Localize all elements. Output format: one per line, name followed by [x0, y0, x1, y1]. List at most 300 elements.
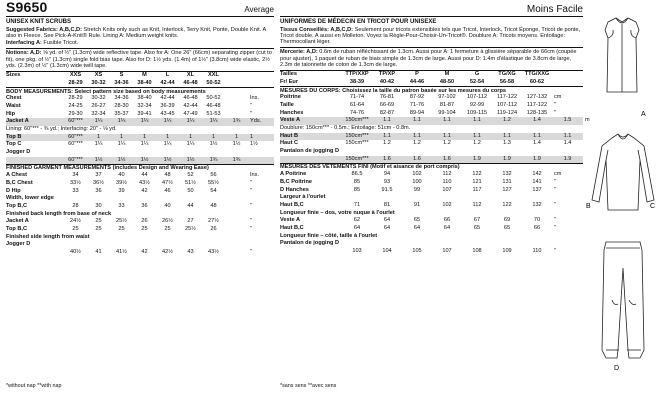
- table-cell: 71: [353, 201, 361, 208]
- table-cell: 42: [141, 187, 148, 194]
- table-cell: TG/XG: [498, 71, 516, 78]
- label-b: B: [586, 203, 591, 210]
- table-cell: 55½: [208, 179, 219, 186]
- table-cell: 1.1: [432, 133, 462, 141]
- table-cell: 34-36: [114, 95, 129, 102]
- table-cell: [225, 249, 248, 257]
- table-cell: 40½: [70, 249, 81, 256]
- table-cell: 44: [187, 202, 194, 209]
- table-cell: ": [554, 224, 556, 231]
- table-cell: 119-124: [496, 109, 518, 116]
- table-cell: 54: [210, 187, 217, 194]
- table-cell: 66-69: [379, 101, 395, 108]
- table-cell: 91: [413, 201, 421, 208]
- table-cell: Ins.: [250, 172, 260, 179]
- table-cell: Sizes: [6, 72, 21, 79]
- table-cell: 112: [472, 201, 482, 208]
- table-cell: Hip: [6, 110, 16, 117]
- table-cell: 150cm***: [345, 140, 369, 147]
- table-cell: [225, 80, 248, 88]
- table-cell: 66: [533, 224, 541, 231]
- table-cell: 1.2: [413, 140, 421, 147]
- table-cell: 41½: [116, 249, 127, 256]
- table-cell: 76-81: [379, 94, 395, 101]
- garment-illustrations: [584, 0, 661, 419]
- table-cell: 1.9: [492, 156, 522, 164]
- table-cell: 61-64: [349, 101, 365, 108]
- measurement-row: [6, 180, 274, 188]
- table-cell: 1½: [179, 157, 202, 165]
- table-cell: 64: [353, 224, 361, 231]
- french-header: [280, 0, 583, 17]
- table-cell: 107-112: [496, 101, 518, 108]
- table-cell: 64: [443, 224, 451, 231]
- table-cell: [225, 218, 248, 226]
- table-cell: 117-122: [526, 101, 548, 108]
- nap-footnote-fr: *sans sens **avec sens: [280, 383, 337, 389]
- table-cell: Pantalon de jogging D: [280, 240, 340, 247]
- table-cell: 150cm***: [342, 156, 372, 164]
- finished-measurements-header-fr: [280, 163, 583, 171]
- table-cell: ": [250, 249, 252, 256]
- table-cell: 64: [383, 224, 391, 231]
- table-cell: Finished side length from waist: [6, 233, 90, 240]
- table-cell: 40: [118, 172, 125, 179]
- table-cell: 1¼: [202, 118, 225, 126]
- table-cell: 36: [95, 187, 102, 194]
- table-cell: 36: [141, 202, 148, 209]
- table-cell: cm: [554, 94, 562, 101]
- table-cell: Jogger D: [6, 241, 31, 248]
- table-cell: 25: [95, 218, 102, 225]
- table-cell: 110: [442, 178, 452, 185]
- table-cell: 66: [443, 217, 451, 224]
- table-cell: Hanches: [280, 109, 304, 116]
- table-cell: 86.5: [351, 171, 363, 178]
- table-cell: 42-44: [183, 102, 198, 109]
- table-cell: 107: [442, 248, 452, 255]
- table-cell: L: [165, 72, 170, 79]
- longueur-label: [280, 210, 583, 218]
- measurement-row: [280, 94, 583, 102]
- table-cell: 28-29: [68, 79, 83, 86]
- table-cell: 64: [383, 217, 391, 224]
- table-cell: 137: [532, 186, 542, 193]
- suggested-fabrics: Suggested Fabrics: A,B,C,D: Stretch Knits only such as Knit, Interlock, Terry Knit, Ponte, Double Knit. A also in Fleece. See Pick-A-Knit® Rule. Lining A: Medium weight knits.: [6, 26, 266, 39]
- table-cell: ": [250, 102, 252, 109]
- table-cell: 38-40: [137, 79, 152, 86]
- table-cell: [248, 157, 274, 165]
- table-cell: 43-45: [160, 110, 175, 117]
- cote-label: [280, 233, 583, 241]
- table-cell: 1: [87, 134, 110, 142]
- pantalon-label: [280, 148, 583, 156]
- table-cell: 33: [118, 202, 125, 209]
- measurement-row: [280, 179, 583, 187]
- table-cell: 99-104: [438, 109, 456, 116]
- table-cell: 1.1: [402, 117, 432, 125]
- english-column: [6, 0, 274, 419]
- table-cell: 42: [141, 249, 148, 256]
- table-cell: 94: [383, 171, 391, 178]
- table-cell: 1½: [209, 141, 218, 148]
- table-cell: [280, 156, 342, 164]
- table-cell: XS: [94, 72, 103, 79]
- table-cell: XXS: [69, 72, 82, 79]
- table-cell: Veste A: [280, 117, 342, 125]
- table-cell: [552, 71, 583, 79]
- table-cell: 112: [442, 171, 452, 178]
- table-cell: 1¼: [163, 141, 172, 148]
- table-cell: 28-30: [114, 102, 129, 109]
- table-cell: 102: [442, 201, 452, 208]
- table-cell: M: [444, 71, 450, 78]
- size-header-row: [6, 72, 274, 80]
- table-cell: 1½: [110, 157, 133, 165]
- yardage-row: [6, 141, 274, 149]
- table-cell: 127: [502, 186, 512, 193]
- table-cell: 34-36: [114, 79, 129, 86]
- table-cell: cm: [554, 171, 562, 178]
- table-cell: Top C: [6, 141, 22, 148]
- table-cell: 47-49: [183, 110, 198, 117]
- measurement-row: [6, 226, 274, 234]
- table-cell: [225, 95, 248, 103]
- table-cell: B,C Poitrine: [280, 178, 313, 185]
- table-cell: 27: [187, 218, 194, 225]
- table-cell: G: [474, 71, 480, 78]
- table-cell: 38-40: [137, 95, 152, 102]
- table-cell: 44: [141, 172, 148, 179]
- table-cell: 1.1: [372, 133, 402, 141]
- table-cell: 1.9: [462, 156, 492, 164]
- table-cell: Veste A: [280, 217, 301, 224]
- table-cell: 39: [118, 187, 125, 194]
- table-cell: 25: [72, 225, 79, 232]
- table-cell: 85: [353, 186, 361, 193]
- measurement-row: [280, 110, 583, 118]
- table-cell: 41: [95, 249, 102, 256]
- body-measurements-header-fr: [280, 87, 583, 95]
- table-cell: 81-87: [439, 101, 455, 108]
- table-cell: [225, 180, 248, 188]
- table-cell: ": [554, 178, 556, 185]
- table-cell: 46-48: [183, 95, 198, 102]
- table-cell: 1.4: [563, 140, 572, 147]
- table-cell: 71-76: [409, 101, 425, 108]
- table-cell: 1: [110, 134, 133, 142]
- pattern-title: UNISEX KNIT SCRUBS: [6, 19, 72, 25]
- table-cell: D Hanches: [280, 186, 309, 193]
- table-cell: Top B: [6, 134, 64, 142]
- divider: [280, 47, 583, 48]
- side-length-label: [6, 234, 274, 242]
- table-cell: [225, 103, 248, 111]
- measurement-row: [280, 202, 583, 210]
- back-length-label: [6, 211, 274, 219]
- table-cell: 43½: [139, 179, 150, 186]
- size-range-row: [280, 79, 583, 87]
- table-cell: ": [554, 109, 556, 116]
- table-cell: 24½: [70, 218, 81, 225]
- table-cell: 1.1: [462, 133, 492, 141]
- table-cell: [225, 172, 248, 180]
- label-a: A: [641, 111, 646, 118]
- table-cell: ": [554, 186, 556, 193]
- table-cell: 46-48: [206, 102, 221, 109]
- table-cell: 1¼: [117, 141, 126, 148]
- table-cell: Poitrine: [280, 94, 301, 101]
- table-cell: 64: [413, 224, 421, 231]
- table-cell: 1¼: [179, 118, 202, 126]
- english-size-table: [6, 72, 274, 257]
- table-cell: 42-44: [160, 79, 175, 86]
- table-cell: Jacket A: [6, 218, 29, 225]
- table-cell: 81: [383, 201, 391, 208]
- table-cell: 85: [353, 178, 361, 185]
- table-cell: 29-30: [68, 110, 83, 117]
- table-cell: 1.5: [552, 117, 583, 125]
- table-cell: 100: [412, 178, 422, 185]
- table-cell: BODY MEASUREMENTS: Select pattern size based on body measurements: [6, 88, 274, 96]
- table-cell: 44-46: [409, 78, 425, 85]
- table-cell: 1.6: [372, 156, 402, 164]
- table-cell: 24-25: [68, 102, 83, 109]
- measurement-row: [6, 203, 274, 211]
- table-cell: Largeur à l'ourlet: [280, 194, 326, 201]
- table-cell: 1: [202, 134, 225, 142]
- table-cell: 150cm***: [342, 117, 372, 125]
- table-cell: Jacket A: [6, 118, 64, 126]
- table-cell: 28: [72, 202, 79, 209]
- table-cell: 30: [95, 202, 102, 209]
- table-cell: 1.1: [402, 133, 432, 141]
- label-d: D: [614, 365, 620, 372]
- table-cell: 46: [164, 187, 171, 194]
- table-cell: 62: [353, 217, 361, 224]
- table-cell: 32-34: [137, 102, 152, 109]
- table-cell: 1¼: [140, 141, 149, 148]
- table-cell: 42½: [162, 249, 173, 256]
- table-cell: Longueur finie – côté, taille à l'ourlet: [280, 232, 378, 239]
- table-cell: 52-54: [469, 78, 485, 85]
- table-cell: 51½: [185, 179, 196, 186]
- table-cell: Jogger D: [6, 149, 31, 156]
- label-c: C: [650, 203, 656, 210]
- table-cell: 1¼: [94, 141, 103, 148]
- table-cell: M: [142, 72, 147, 79]
- table-cell: B,C Chest: [6, 179, 33, 186]
- table-cell: [248, 72, 274, 80]
- table-cell: 27½: [208, 218, 219, 225]
- table-cell: 25½: [116, 218, 127, 225]
- table-cell: 82-87: [379, 109, 395, 116]
- yardage-row: [6, 157, 274, 165]
- table-cell: 69: [503, 217, 511, 224]
- table-cell: Finished back length from base of neck: [6, 210, 112, 217]
- pattern-title-fr: UNIFORMES DE MÉDECIN EN TRICOT POUR UNISEXE: [280, 19, 437, 25]
- table-cell: 132: [532, 201, 542, 208]
- fabrics-fr: Tissus Conseillés: A,B,C,D: Seulement pour tricots extensibles tels que Tricot, Interlock, Tricot Éponge, Tricot de ponte, Tricot double. A aussi en Molleton. Voyez la Règle-Pour-Choisir-Un-Tricot®. Doublure A: Tricots moyens. Entoilage: Thermocollant léger.: [280, 26, 581, 46]
- table-cell: 60"***: [64, 157, 87, 165]
- table-cell: 40: [164, 202, 171, 209]
- table-cell: [280, 248, 342, 256]
- table-cell: 1½: [156, 157, 179, 165]
- table-cell: Width, lower edge: [6, 195, 54, 202]
- table-cell: 109-115: [466, 109, 488, 116]
- table-cell: 99: [413, 186, 421, 193]
- interfacing-note: Interfacing A: Fusible Tricot.: [6, 40, 79, 47]
- table-cell: 26½: [162, 218, 173, 225]
- table-cell: 122: [472, 171, 482, 178]
- jogger-d-drawing: [602, 242, 644, 358]
- table-cell: 50: [187, 187, 194, 194]
- table-cell: TTG/XXG: [524, 71, 550, 78]
- table-cell: Haut B,C: [280, 201, 304, 208]
- table-cell: 50-52: [206, 79, 221, 86]
- table-cell: 1: [248, 134, 274, 142]
- finished-measurements-header: [6, 164, 274, 172]
- table-cell: 28-29: [68, 95, 83, 102]
- table-cell: 26: [210, 225, 217, 232]
- table-cell: Haut B,C: [280, 224, 304, 231]
- table-cell: [552, 79, 583, 87]
- table-cell: ": [554, 201, 556, 208]
- body-measurements-header: [6, 88, 274, 96]
- table-cell: Longueur finie – dos, votre nuque à l'ourlet: [280, 209, 395, 216]
- table-cell: 107-112: [466, 94, 488, 101]
- table-cell: MESURES DU CORPS: Choisissez la taille du patron basée sur les mesures du corps: [280, 87, 583, 95]
- table-cell: 1½: [232, 141, 241, 148]
- table-cell: 150cm***: [342, 133, 372, 141]
- table-cell: 67: [473, 217, 481, 224]
- table-cell: Ins.: [250, 95, 260, 102]
- table-cell: 60"***: [64, 134, 87, 142]
- yardage-row: Veste A 150cm*** 1.1 1.1 1.1 1.1 1.2 1.4 1.5 m: [280, 117, 590, 124]
- table-cell: 25: [164, 225, 171, 232]
- table-cell: 1.1: [492, 133, 522, 141]
- table-cell: 38-39: [349, 78, 365, 85]
- table-cell: 1¼: [156, 118, 179, 126]
- yardage-row: [6, 118, 274, 126]
- table-cell: [225, 203, 248, 211]
- table-cell: FINISHED GARMENT MEASUREMENTS (includes Design and Wearing Ease): [6, 164, 274, 172]
- table-cell: ": [250, 187, 252, 194]
- table-cell: 1.2: [492, 117, 522, 125]
- table-cell: Tailles: [280, 71, 297, 78]
- table-cell: 65: [503, 224, 511, 231]
- pattern-code: S9650: [6, 0, 48, 16]
- table-cell: 40-42: [379, 78, 395, 85]
- table-cell: 132: [502, 171, 512, 178]
- table-cell: Haut C: [280, 140, 299, 147]
- table-cell: 48: [164, 172, 171, 179]
- table-cell: 25: [118, 225, 125, 232]
- table-cell: 1.1: [432, 117, 462, 125]
- table-cell: 117-122: [496, 94, 518, 101]
- table-cell: XXL: [208, 72, 219, 79]
- table-cell: ": [250, 179, 252, 186]
- table-cell: 1.1: [552, 133, 583, 141]
- table-cell: Yds.: [248, 118, 274, 126]
- table-cell: 51-53: [206, 110, 221, 117]
- table-cell: MESURES DES VÊTEMENTS FINI (Motif et aisance de port compris): [280, 163, 583, 171]
- table-cell: 33½: [70, 179, 81, 186]
- table-cell: Taille: [280, 101, 294, 108]
- table-cell: [225, 72, 248, 80]
- measurement-row: [280, 217, 583, 225]
- table-cell: 1.3: [503, 140, 511, 147]
- table-cell: 1.9: [522, 156, 552, 164]
- table-cell: XL: [186, 72, 195, 79]
- table-cell: 110: [532, 248, 542, 255]
- table-cell: 50-52: [206, 95, 221, 102]
- table-cell: 25: [95, 225, 102, 232]
- measurement-row: [6, 218, 274, 226]
- english-header: [6, 0, 274, 17]
- table-cell: 1.6: [432, 156, 462, 164]
- notions-fr: Mercerie: A,D: 0.6m de ruban réfléchissant de 1.3cm. Aussi pour A: 1 fermeture à glissière séparable de 66cm (coupée pour ajuster), 1 paquet de ruban de biais simple de 1.3cm de large. Aussi pour D: 1.4m d'élastique de 3.8cm de large, 2.3m de talonnette de coton de 1.3cm de large.: [280, 49, 577, 68]
- table-cell: 43½: [208, 249, 219, 256]
- measurement-row: [280, 102, 583, 110]
- table-cell: 131: [502, 178, 512, 185]
- difficulty-level-fr: Moins Facile: [526, 3, 583, 15]
- table-cell: 1.1: [462, 117, 492, 125]
- table-cell: 30-32: [91, 79, 106, 86]
- table-cell: [225, 111, 248, 119]
- table-cell: 47½: [162, 179, 173, 186]
- measurement-row: [6, 95, 274, 103]
- table-cell: 1.2: [443, 140, 451, 147]
- table-cell: 25: [141, 225, 148, 232]
- table-cell: 30-32: [91, 95, 106, 102]
- table-cell: Haut B: [280, 133, 342, 141]
- table-cell: Top B,C: [6, 225, 28, 232]
- table-cell: 89-94: [409, 109, 425, 116]
- measurement-row: [6, 103, 274, 111]
- table-cell: ": [250, 218, 252, 225]
- table-cell: Chest: [6, 95, 22, 102]
- table-cell: Top B,C: [6, 202, 28, 209]
- notions-note: Notions: A,D: ⅝ yd. of ½" (1.3cm) wide reflective tape. Also for A: One 26" (66cm) separating zipper (cut to fit), one pkg. of ½" (1.3cm) single fold bias tape. Also for D: 1½ yds. (1.4m) of 1½" (3.8cm) wide elastic, 2½ yds. (2.3m) of ½" (1.3cm) wide twill tape.: [6, 50, 272, 69]
- doublure-note: [280, 125, 583, 133]
- table-cell: ": [250, 225, 252, 232]
- table-cell: 1¼: [133, 118, 156, 126]
- table-cell: 1¾: [225, 157, 248, 165]
- width-lower-label: [6, 195, 274, 203]
- table-cell: ": [250, 110, 252, 117]
- table-cell: 128-135: [526, 109, 548, 116]
- table-cell: 65: [413, 217, 421, 224]
- table-cell: 1.2: [383, 140, 391, 147]
- table-cell: A Chest: [6, 172, 27, 179]
- french-column: [280, 0, 590, 419]
- table-cell: 1½: [133, 157, 156, 165]
- table-cell: 26: [141, 218, 148, 225]
- table-cell: 56-58: [499, 78, 515, 85]
- measurement-row: [6, 188, 274, 196]
- table-cell: S: [119, 72, 124, 79]
- table-cell: 1½: [250, 141, 258, 148]
- table-cell: 1.4: [522, 117, 552, 125]
- table-cell: 109: [502, 248, 512, 255]
- table-cell: 127-132: [526, 94, 548, 101]
- measurement-row: [280, 171, 583, 179]
- table-cell: 1¼: [110, 118, 133, 126]
- table-cell: 1: [156, 134, 179, 142]
- table-cell: 60-62: [529, 78, 545, 85]
- table-cell: 35-37: [114, 110, 129, 117]
